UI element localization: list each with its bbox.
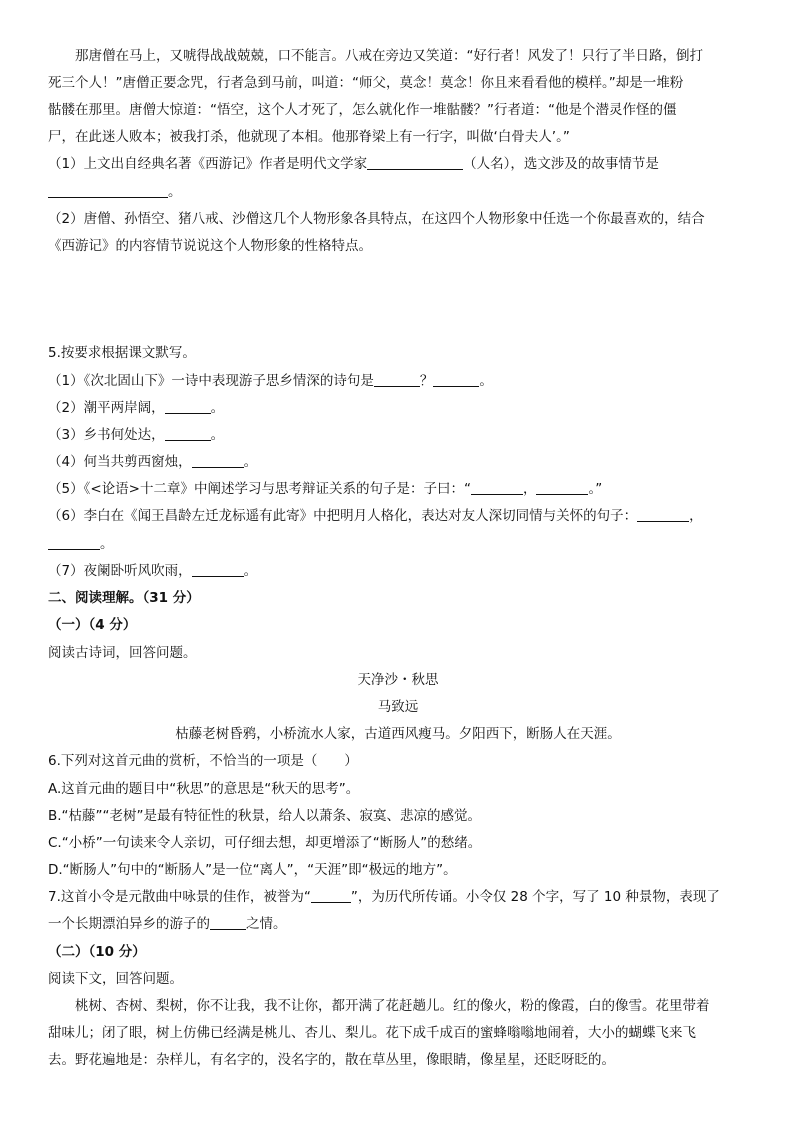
- section-2-heading: 二、阅读理解。（31 分）: [48, 590, 200, 606]
- question-7-continued: 一个长期漂泊异乡的游子的 之情。: [48, 916, 287, 932]
- q5-item-6-continued: 。: [48, 534, 114, 554]
- answer-blank[interactable]: [165, 399, 211, 414]
- answer-blank[interactable]: [433, 372, 479, 387]
- passage-line: 骷髅在那里。唐僧大惊道：“悟空，这个人才死了，怎么就化作一堆骷髅？”行者道：“他是个潜灵作怪的僵: [48, 102, 677, 118]
- question-5-title: 5.按要求根据课文默写。: [48, 345, 196, 361]
- q5-item-2: （2）潮平两岸阔， 。: [48, 400, 225, 416]
- answer-blank[interactable]: [536, 480, 588, 495]
- option-d[interactable]: D.“断肠人”句中的“断肠人”是一位“离人”，“天涯”即“极远的地方”。: [48, 862, 457, 878]
- answer-blank[interactable]: [471, 480, 523, 495]
- reading-instruction: 阅读古诗词，回答问题。: [48, 645, 197, 661]
- answer-blank[interactable]: [367, 155, 463, 170]
- q5-item-7: （7）夜阑卧听风吹雨， 。: [48, 563, 258, 579]
- prose-line: 甜味儿；闭了眼，树上仿佛已经满是桃儿、杏儿、梨儿。花下成千成百的蜜蜂嗡嗡地闹着，大小的蝴蝶飞来飞: [48, 1025, 696, 1041]
- question-2-continued: 《西游记》的内容情节说说这个人物形象的性格特点。: [48, 238, 372, 254]
- option-b[interactable]: B.“枯藤”“老树”是最有特征性的秋景，给人以萧条、寂寞、悲凉的感觉。: [48, 808, 482, 824]
- answer-blank[interactable]: [165, 426, 211, 441]
- answer-blank[interactable]: [637, 507, 689, 522]
- question-2: （2）唐僧、孙悟空、猪八戒、沙僧这几个人物形象各具特点，在这四个人物形象中任选一个你最喜欢的，结合: [48, 211, 705, 227]
- q5-item-4: （4）何当共剪西窗烛， 。: [48, 454, 258, 470]
- question-6: 6.下列对这首元曲的赏析，不恰当的一项是（ ）: [48, 753, 358, 769]
- question-1: （1）上文出自经典名著《西游记》作者是明代文学家 （人名），选文涉及的故事情节是: [48, 156, 659, 172]
- prose-line: 去。野花遍地是：杂样儿，有名字的，没名字的，散在草丛里，像眼睛，像星星，还眨呀眨的。: [48, 1052, 615, 1068]
- reading-instruction: 阅读下文，回答问题。: [48, 971, 183, 987]
- q5-item-3: （3）乡书何处达， 。: [48, 427, 225, 443]
- question-7: 7.这首小令是元散曲中咏景的佳作，被誉为“ ”，为历代所传诵。小令仅 28 个字，写了 10 种景物，表现了: [48, 889, 720, 905]
- option-c[interactable]: C.“小桥”一句读来令人亲切，可仔细去想，却更增添了“断肠人”的愁绪。: [48, 835, 482, 851]
- passage-line: 尸，在此迷人败本；被我打杀，他就现了本相。他那脊梁上有一行字，叫做‘白骨夫人’。”: [48, 129, 570, 145]
- q5-item-6: （6）李白在《闻王昌龄左迁龙标遥有此寄》中把明月人格化，表达对友人深切同情与关怀的句子： ，: [48, 508, 703, 524]
- answer-blank[interactable]: [192, 453, 244, 468]
- poem-text: 枯藤老树昏鸦，小桥流水人家，古道西风瘦马。夕阳西下，断肠人在天涯。: [175, 726, 621, 742]
- poem-title: 天净沙・秋思: [357, 672, 439, 688]
- option-a[interactable]: A.这首元曲的题目中“秋思”的意思是“秋天的思考”。: [48, 781, 360, 797]
- part-2-heading: （二）（10 分）: [48, 944, 146, 960]
- answer-blank[interactable]: [48, 183, 168, 198]
- q5-item-1: （1）《次北固山下》一诗中表现游子思乡情深的诗句是 ？ 。: [48, 373, 493, 389]
- answer-blank[interactable]: [311, 888, 351, 903]
- prose-line: 桃树、杏树、梨树，你不让我，我不让你，都开满了花赶趟儿。红的像火，粉的像霞，白的像雪。花里带着: [75, 998, 710, 1014]
- answer-blank[interactable]: [210, 915, 246, 930]
- question-1-continued: 。: [48, 182, 182, 202]
- passage-line: 死三个人！”唐僧正要念咒，行者急到马前，叫道：“师父，莫念！莫念！你且来看看他的模样。”却是一堆粉: [48, 75, 684, 91]
- part-1-heading: （一）（4 分）: [48, 617, 137, 633]
- answer-blank[interactable]: [192, 562, 244, 577]
- answer-blank[interactable]: [374, 372, 420, 387]
- q5-item-5: （5）《<论语>十二章》中阐述学习与思考辩证关系的句子是：子曰：“ ， 。”: [48, 481, 603, 497]
- answer-blank[interactable]: [48, 535, 100, 550]
- passage-line: 那唐僧在马上，又唬得战战兢兢，口不能言。八戒在旁边又笑道：“好行者！风发了！只行了半日路，倒打: [75, 48, 703, 64]
- poem-author: 马致远: [377, 699, 419, 715]
